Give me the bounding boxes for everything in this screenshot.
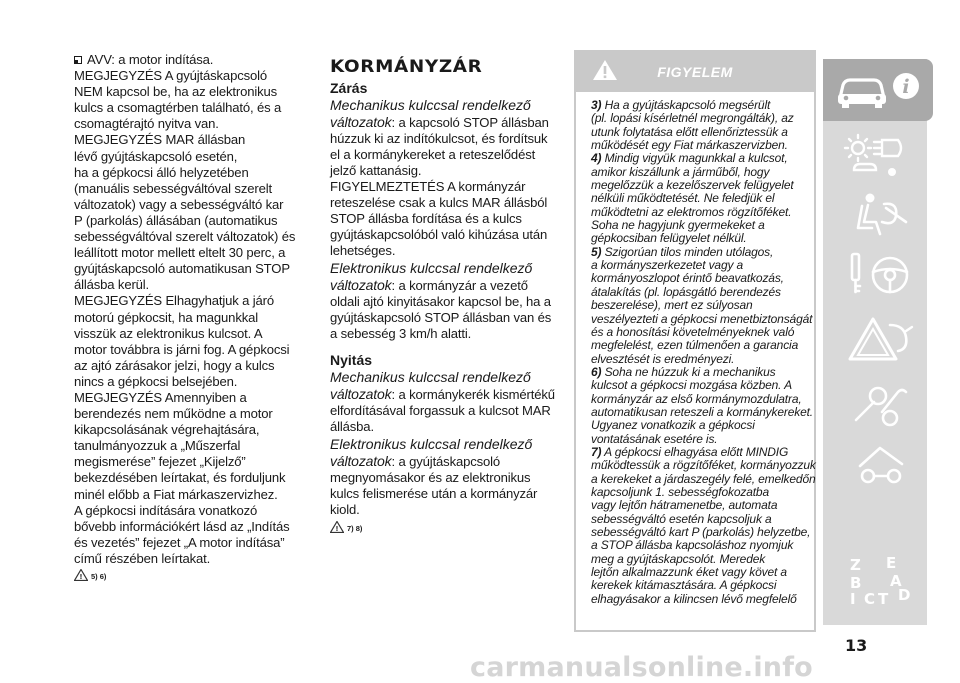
warning-triangle-icon bbox=[330, 521, 344, 533]
subheading-unlock: Nyitás bbox=[330, 352, 373, 369]
text-line: változatok) vagy a sebességváltó kar bbox=[74, 196, 284, 212]
text-line: : a kapcsoló STOP állásban bbox=[391, 114, 549, 130]
reference-marks bbox=[74, 569, 300, 581]
left-column bbox=[74, 52, 300, 581]
warning-text-line: működését egy Fiat márkaszervizben. bbox=[591, 138, 788, 153]
text-line: A gépkocsi indítására vonatkozó bbox=[74, 502, 258, 518]
svg-text:i: i bbox=[902, 76, 910, 98]
reference-numbers: 5) 6) bbox=[91, 572, 107, 581]
watermark: carmanualsonline.info bbox=[470, 652, 813, 683]
warning-text-line: meg a gyújtáskapcsolót. Meredek bbox=[591, 551, 766, 566]
warning-text-line: kormányzár az első kormánymozdulatra, bbox=[591, 391, 802, 406]
text-line: berendezés nem működne a motor bbox=[74, 406, 273, 422]
middle-column bbox=[330, 57, 562, 533]
text-line: leállított motor mellett eltelt 30 perc, a bbox=[74, 245, 286, 261]
warning-text-line: átalakítás (pl. lopásgátló berendezés bbox=[591, 284, 781, 299]
text-line: kikapcsolásának végrehajtására, bbox=[74, 422, 260, 438]
dashboard-lights-icon[interactable] bbox=[840, 130, 920, 180]
text-line: bekezdésében leírtakat, és forduljunk bbox=[74, 470, 286, 486]
warning-text-line: beszerelése), mert ez súlyosan bbox=[591, 298, 753, 313]
warning-text-line: automatikusan reteszeli a kormánykereket. bbox=[591, 404, 813, 419]
text-line: gyújtáskapcsoló STOP állásban van és bbox=[330, 310, 552, 326]
text-line: csomagtérajtó nyitva van. bbox=[74, 116, 219, 132]
warning-triangle-icon bbox=[74, 569, 88, 581]
warning-text-line: Soha ne hagyjunk gyermekeket a bbox=[591, 218, 765, 233]
reference-marks bbox=[330, 521, 562, 533]
warning-text-line: kulcsot a gépkocsi mozgása közben. A bbox=[591, 378, 792, 393]
index-letter: Z bbox=[850, 556, 861, 574]
warning-text-line: (pl. lopási kísérletnél megrongálták), az bbox=[591, 111, 794, 126]
text-line: MEGJEGYZÉS Elhagyhatjuk a járó bbox=[74, 293, 274, 309]
text-line: állásba kerül. bbox=[74, 277, 150, 293]
warning-number: 5) bbox=[591, 244, 602, 259]
warning-item bbox=[591, 446, 816, 459]
text-line: oldali ajtó kinyitásakor kapcsol be, ha a bbox=[330, 294, 551, 310]
warning-text-line: a kerekeket a járdaszegély felé, emelkedőn bbox=[591, 471, 816, 486]
airbag-seat-icon[interactable] bbox=[846, 190, 916, 240]
subheading-lock: Zárás bbox=[330, 80, 368, 96]
warning-text-line: sebességváltó esetén kapcsoljuk a bbox=[591, 511, 772, 526]
mechanical-key-title-end: változatok bbox=[330, 386, 392, 402]
text-line: MEGJEGYZÉS MAR állásban bbox=[74, 132, 246, 148]
svg-text:!: ! bbox=[79, 573, 83, 581]
warning-text-line: és a honosítási követelményeknek való bbox=[591, 324, 795, 339]
warning-item bbox=[591, 99, 816, 112]
warning-text-line: megfelelést, ezen túlmenően a garancia bbox=[591, 338, 799, 353]
index-letter: C bbox=[864, 590, 876, 608]
text-line: MEGJEGYZÉS A gyújtáskapcsoló bbox=[74, 68, 268, 84]
text-line: P (parkolás) állásában (automatikus bbox=[74, 212, 278, 228]
warning-text-line: Soha ne húzzuk ki a mechanikus bbox=[604, 364, 776, 379]
warning-item bbox=[591, 366, 816, 379]
text-line: lehetséges. bbox=[330, 243, 396, 259]
electronic-key-title-end: változatok bbox=[330, 277, 392, 294]
text-line: kiold. bbox=[330, 502, 360, 518]
warning-text-line: Ugyanez vonatkozik a gépkocsi bbox=[591, 418, 755, 433]
index-letter: T bbox=[878, 590, 889, 608]
text-line: megismerése” fejezet „Kijelző” bbox=[74, 454, 246, 470]
warning-item bbox=[591, 152, 816, 165]
warning-text-line: Ha a gyújtáskapcsoló megsérült bbox=[604, 98, 771, 112]
text-line: gyújtáskapcsoló automatikusan STOP bbox=[74, 261, 290, 277]
text-line: kulcs a csomagtérben található, és a bbox=[74, 100, 282, 116]
mechanical-key-title: Mechanikus kulccsal rendelkező bbox=[330, 97, 531, 113]
text-line: motor továbbra is járni fog. A gépkocsi bbox=[74, 341, 290, 357]
warning-number: 6) bbox=[591, 364, 602, 379]
index-letter: B bbox=[850, 574, 862, 592]
text-line: gyújtáskapcsolóból való kihúzása után bbox=[330, 227, 548, 243]
warning-text-line: kapcsoljunk 1. sebességfokozatba bbox=[591, 484, 769, 499]
service-wrench-icon[interactable] bbox=[846, 380, 916, 430]
warning-text-line: működtetni az elektromos rögzítőféket. bbox=[591, 204, 792, 219]
text-line: bővebb információkért lásd az „Indítás bbox=[74, 518, 290, 534]
text-line: NEM kapcsol be, ha az elektronikus bbox=[74, 84, 278, 100]
page-number: 13 bbox=[845, 636, 868, 655]
electronic-key-title-end: változatok bbox=[330, 452, 392, 469]
text-line: FIGYELMEZTETÉS A kormányzár bbox=[330, 178, 526, 194]
mechanical-key-title: Mechanikus kulccsal rendelkező bbox=[330, 369, 531, 386]
warning-text-line: a kormányszerkezetet vagy a bbox=[591, 258, 744, 273]
warning-text-line: amikor kiszállunk a járműből, hogy bbox=[591, 164, 770, 179]
warning-text-line: vagy lejtőn hátramenetbe, automata bbox=[591, 498, 778, 513]
electronic-key-title: Elektronikus kulccsal rendelkező bbox=[330, 436, 533, 453]
warning-text-line: gépkocsiban felügyelet nélkül. bbox=[591, 231, 747, 246]
warning-content bbox=[591, 99, 816, 606]
warning-text-line: sebességváltó kart P (parkolás) helyzetbe, bbox=[591, 525, 811, 539]
warning-text-line: megelőzzük a kezelőszervek felügyelet bbox=[591, 178, 794, 193]
text-line: : a kormányzár a vezető bbox=[391, 278, 528, 294]
warning-text-line: elhagyásakor a kilincsen lévő megfelelő bbox=[591, 591, 797, 606]
mechanical-key-title-end: változatok bbox=[330, 113, 392, 130]
warning-text-line: működtessük a rögzítőféket, kormányozzuk bbox=[591, 458, 816, 473]
key-steering-icon[interactable] bbox=[840, 250, 920, 300]
text-line: és vezetés” fejezet „A motor indítása” bbox=[74, 534, 285, 550]
text-line: megnyomásakor és az elektronikus bbox=[330, 469, 531, 485]
text-line: (manuális sebességváltóval szerelt bbox=[74, 180, 272, 196]
warning-number: 3) bbox=[591, 98, 602, 112]
warning-title: FIGYELEM bbox=[657, 64, 733, 80]
text-line: az ajtó zárásakor jelzi, hogy a kulcs bbox=[74, 357, 275, 373]
electronic-key-title: Elektronikus kulccsal rendelkező bbox=[330, 260, 533, 277]
text-line: állásba. bbox=[330, 419, 374, 435]
text-line: elfordításával forgassuk a kulcsot MAR bbox=[330, 403, 551, 419]
text-line: lévő gyújtáskapcsoló esetén, bbox=[74, 148, 238, 164]
text-line: minél előbb a Fiat márkaszervizhez. bbox=[74, 486, 278, 502]
reference-square-icon bbox=[74, 56, 82, 64]
text-line: visszük az elektronikus kulcsot. A bbox=[74, 325, 263, 341]
section-heading: KORMÁNYZÁR bbox=[330, 57, 483, 77]
text-line: című részében leírtakat. bbox=[74, 550, 211, 566]
reference-numbers: 7) 8) bbox=[347, 524, 363, 534]
index-letter: A bbox=[890, 572, 902, 590]
warning-text-line: Mindig vigyük magunkkal a kulcsot, bbox=[604, 151, 788, 166]
text-line: sebességváltóval szerelt változatok) és bbox=[74, 229, 296, 245]
warning-text-line: veszélyezteti a gépkocsi menetbiztonságát bbox=[591, 311, 813, 326]
warning-text-line: utunk folytatása előtt ellenőriztessük a bbox=[591, 124, 788, 139]
text-line: jelző kattanásig. bbox=[330, 162, 422, 178]
index-letter: D bbox=[898, 586, 911, 604]
text-line: : a gyújtáskapcsoló bbox=[391, 453, 501, 469]
text-line: STOP állásba fordítása és a kulcs bbox=[330, 211, 522, 227]
text-line: a sebesség 3 km/h alatti. bbox=[330, 326, 472, 342]
car-info-icon[interactable] bbox=[834, 68, 926, 112]
warning-number: 4) bbox=[591, 151, 602, 166]
text-line: tanulmányozzuk a „Műszerfal bbox=[74, 438, 241, 454]
warning-text-line: vontatásának esetére is. bbox=[591, 431, 718, 446]
warning-number: 7) bbox=[591, 444, 602, 459]
warning-text-line: nélküli működtetését. Ne feledjük el bbox=[591, 191, 775, 206]
text-line: el a kormánykereket a reteszelődést bbox=[330, 146, 536, 162]
warning-triangle-icon[interactable] bbox=[846, 315, 916, 367]
index-letters-icon[interactable] bbox=[846, 552, 916, 608]
text-line: húzzuk ki az indítókulcsot, és fordítsuk bbox=[330, 130, 548, 146]
text-line: motorú gépkocsit, ha magunkkal bbox=[74, 309, 259, 325]
warning-text-line: kormányoszlopot érintő beavatkozás, bbox=[591, 271, 784, 286]
warning-item bbox=[591, 246, 816, 259]
svg-text:!: ! bbox=[335, 525, 339, 534]
warning-header bbox=[574, 50, 816, 92]
index-letter: I bbox=[850, 590, 856, 608]
warning-text-line: Szigorúan tilos minden utólagos, bbox=[604, 244, 774, 259]
technical-data-icon[interactable] bbox=[846, 440, 916, 490]
text-line: reteszelése csak a kulcs MAR állásból bbox=[330, 195, 548, 211]
text-line: : a kormánykerék kismértékű bbox=[391, 387, 555, 402]
text-line: AVV: a motor indítása. bbox=[74, 52, 300, 68]
text-line: kulcs felismerése után a kormányzár bbox=[330, 486, 538, 502]
text-line: ha a gépkocsi álló helyzetében bbox=[74, 164, 249, 180]
index-letter: E bbox=[886, 554, 897, 572]
warning-text-line: kerekek kitámasztására. A gépkocsi bbox=[591, 578, 777, 593]
warning-text-line: a STOP állásba kapcsoláshoz nyomjuk bbox=[591, 538, 794, 553]
warning-text-line: A gépkocsi elhagyása előtt MINDIG bbox=[604, 444, 789, 459]
text-line: nincs a gépkocsi belsejében. bbox=[74, 373, 238, 389]
warning-text-line: elvesztését is eredményezi. bbox=[591, 351, 735, 366]
text-line: MEGJEGYZÉS Amennyiben a bbox=[74, 389, 247, 405]
warning-text-line: lejtőn alkalmazzunk éket vagy követ a bbox=[591, 565, 787, 580]
